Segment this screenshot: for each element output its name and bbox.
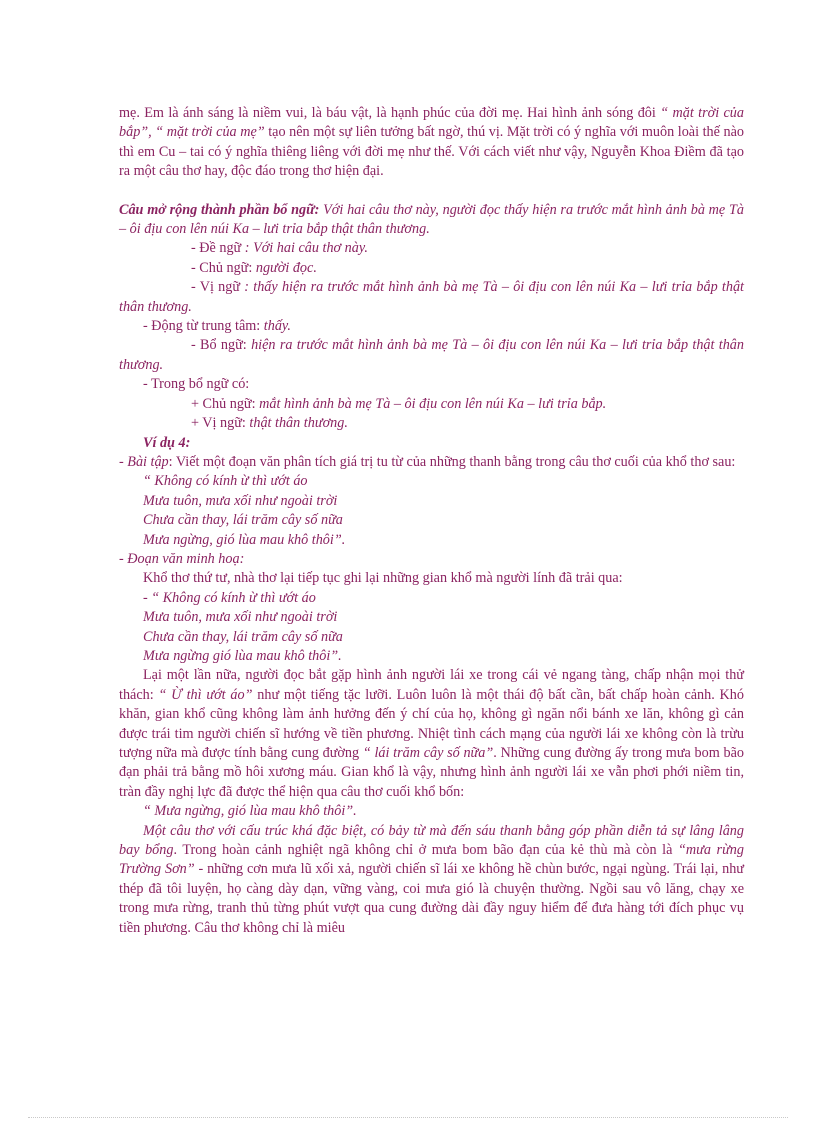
- example-title: Ví dụ 4:: [143, 434, 191, 451]
- quote-line: “ Mưa ngừng, gió lùa mau khô thôi”.: [143, 803, 357, 820]
- section-heading: Câu mở rộng thành phần bổ ngữ:: [119, 201, 320, 218]
- paragraph-intro: [119, 104, 744, 182]
- analysis-paragraph-2: Một câu thơ với cấu trúc khá đặc biệt, có bảy từ mà đến sáu thanh bằng góp phần diễn tả sự lâng lâng bay bổng. Trong hoàn cảnh nghiệt ngã không chỉ ở mưa bom bão đạn của kẻ thù mà còn là “mưa rừng Trường Sơn” - những cơn mưa lũ xối xả, người chiến sĩ lái xe không hề chùn bước, ngại ngùng. Trái lại, như thép đã tôi luyện, họ càng dày dạn, vững vàng, coi mưa gió là chuyện thường. Ngồi sau vô lăng, chạy xe trong mưa rừng, tranh thủ từng phút vượt qua cung đường dài đầy nguy hiểm để đưa hàng tới đích phục vụ tiền phương. Câu thơ không chỉ là miêu: [119, 822, 745, 936]
- poem2-line: Chưa cần thay, lái trăm cây số nữa: [143, 628, 343, 645]
- item-bo-ngu: - Bổ ngữ: hiện ra trước mắt hình ảnh bà mẹ Tà – ôi địu con lên núi Ka – lưi trỉa bắp thật thân thương.: [119, 337, 744, 373]
- item-de-ngu: - Đề ngữ : Với hai câu thơ này.: [191, 240, 368, 257]
- document-page: [119, 104, 744, 938]
- item-dong-tu: - Động từ trung tâm: thấy.: [143, 318, 291, 335]
- item-trong-bo-ngu: - Trong bổ ngữ có:: [143, 376, 250, 393]
- demo-intro: Khổ thơ thứ tư, nhà thơ lại tiếp tục ghi lại những gian khổ mà người lính đã trải qua:: [143, 570, 623, 587]
- example-task: - Bài tập: Viết một đoạn văn phân tích giá trị tu từ của những thanh bằng trong câu thơ cuối của khổ thơ sau:: [119, 453, 736, 470]
- sub-item-vi-ngu: + Vị ngữ: thật thân thương.: [191, 415, 348, 432]
- text: tạo nên một sự liên tưởng bất ngờ, thú vị. Mặt trời có ý nghĩa với muôn loài thế nào thì em Cu – tai có ý nghĩa thiêng liêng với đời mẹ như thế. Với cách viết như vậy, Nguyễn Khoa Điềm đã tạo ra một câu thơ hay, độc đáo trong thơ hiện đại.: [119, 124, 744, 180]
- poem-line: Mưa ngừng, gió lùa mau khô thôi”.: [143, 531, 346, 548]
- section-intro: Với hai câu thơ này, người đọc thấy hiện ra trước mắt hình ảnh bà mẹ Tà – ôi địu con lên núi Ka – lưi trỉa bắp thật thân thương.: [119, 201, 744, 238]
- section-heading-paragraph: [119, 201, 744, 240]
- quote: “ mặt trời của bắp”, “ mặt trời của mẹ”: [119, 105, 744, 141]
- poem2-line: Mưa tuôn, mưa xối như ngoài trời: [143, 609, 338, 626]
- analysis-paragraph-1: Lại một lần nữa, người đọc bắt gặp hình ảnh người lái xe trong cái vẻ ngang tàng, chấp nhận mọi thử thách: “ Ừ thì ướt áo” như một tiếng tặc lưỡi. Luôn luôn là một thái độ bất cần, bất chấp hoàn cảnh. Khó khăn, gian khổ cũng không làm ảnh hưởng đến ý chí của họ, không gì ngăn nổi bánh xe lăn, không gì cản được trái tim người chiến sĩ hướng về tiền phương. Nhiệt tình cách mạng của người lái xe không còn là trừu tượng nữa mà được tính bằng cung đường “ lái trăm cây số nữa”. Những cung đường ấy trong mưa bom bão đạn phải trả bằng mồ hôi xương máu. Gian khổ là vậy, nhưng hình ảnh người lái xe vẫn phơi phới niềm tin, tràn đầy nghị lực đã được thể hiện qua câu thơ cuối khổ bốn:: [119, 667, 744, 800]
- poem-line: “ Không có kính ừ thì ướt áo: [143, 473, 308, 490]
- poem-line: Chưa cần thay, lái trăm cây số nữa: [143, 512, 343, 529]
- poem-line: Mưa tuôn, mưa xối như ngoài trời: [143, 492, 338, 509]
- page-bottom-divider: [28, 1117, 788, 1118]
- sub-item-chu-ngu: + Chủ ngữ: mắt hình ảnh bà mẹ Tà – ôi địu con lên núi Ka – lưi trỉa bắp.: [191, 395, 607, 412]
- text: mẹ. Em là ánh sáng là niềm vui, là báu vật, là hạnh phúc của đời mẹ. Hai hình ảnh sóng đôi: [119, 105, 661, 121]
- item-chu-ngu: - Chủ ngữ: người đọc.: [191, 259, 317, 276]
- demo-label: - Đoạn văn minh hoạ:: [119, 550, 245, 567]
- item-vi-ngu: - Vị ngữ : thấy hiện ra trước mắt hình ảnh bà mẹ Tà – ôi địu con lên núi Ka – lưi trỉa bắp thật thân thương.: [119, 279, 744, 315]
- poem2-line: Mưa ngừng gió lùa mau khô thôi”.: [143, 647, 342, 664]
- poem2-line: - “ Không có kính ừ thì ướt áo: [143, 589, 316, 606]
